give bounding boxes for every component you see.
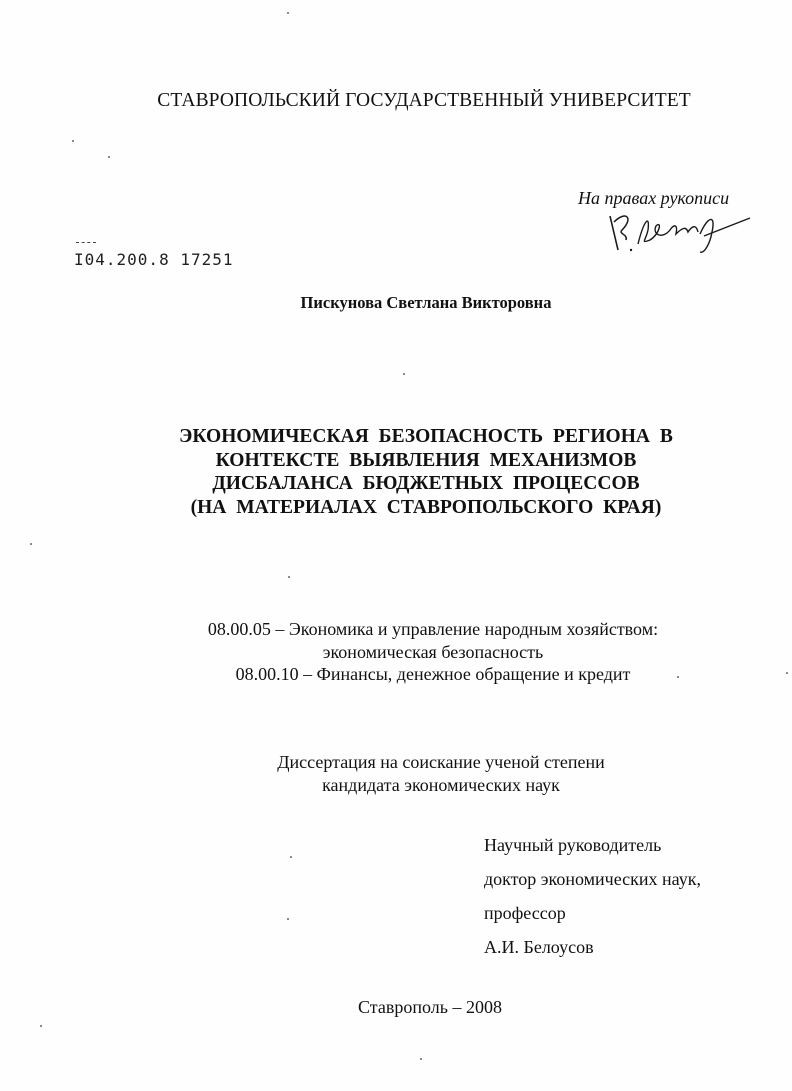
university-heading: СТАВРОПОЛЬСКИЙ ГОСУДАРСТВЕННЫЙ УНИВЕРСИТЕТ: [157, 90, 691, 111]
rights-note: На правах рукописи: [578, 188, 730, 208]
scan-speck: [420, 1058, 422, 1060]
scan-speck: [786, 672, 788, 674]
scan-speck: [287, 918, 289, 920]
scan-speck: [40, 1025, 42, 1027]
dissertation-title: [0, 425, 792, 519]
archive-stamp: I04.200.8 17251: [74, 250, 234, 269]
advisor-line: А.И. Белоусов: [484, 937, 594, 957]
scan-speck: [290, 856, 292, 858]
title-line: (НА МАТЕРИАЛАХ СТАВРОПОЛЬСКОГО КРАЯ): [190, 496, 662, 518]
specialty-line: 08.00.10 – Финансы, денежное обращение и кредит: [235, 664, 631, 684]
scan-speck: [677, 676, 679, 678]
scan-speck: [403, 373, 405, 375]
degree-block: [0, 751, 792, 796]
specialty-line: 08.00.05 – Экономика и управление народным хозяйством:: [207, 619, 659, 639]
scan-speck: [30, 543, 32, 545]
specialty-block: [0, 618, 792, 686]
advisor-line: доктор экономических наук,: [484, 869, 701, 889]
degree-line: кандидата экономических наук: [322, 774, 560, 795]
advisor-line: Научный руководитель: [484, 835, 662, 855]
stamp-mark: [76, 242, 96, 246]
advisor-line: профессор: [484, 903, 566, 923]
title-line: ЭКОНОМИЧЕСКАЯ БЕЗОПАСНОСТЬ РЕГИОНА В: [179, 426, 673, 447]
specialty-line: экономическая безопасность: [322, 641, 544, 662]
scan-speck: [108, 156, 110, 158]
author-name: Пискунова Светлана Викторовна: [300, 293, 552, 312]
title-line: ДИСБАЛАНСА БЮДЖЕТНЫХ ПРОЦЕССОВ: [212, 473, 640, 494]
title-line: КОНТЕКСТЕ ВЫЯВЛЕНИЯ МЕХАНИЗМОВ: [215, 449, 637, 471]
scan-speck: [288, 576, 290, 578]
handwritten-signature: [604, 210, 754, 258]
scan-speck: [72, 140, 74, 142]
advisor-block: [484, 828, 701, 964]
degree-line: Диссертация на соискание ученой степени: [277, 752, 605, 772]
scan-speck: [287, 12, 289, 14]
city-year: Ставрополь – 2008: [358, 997, 502, 1017]
